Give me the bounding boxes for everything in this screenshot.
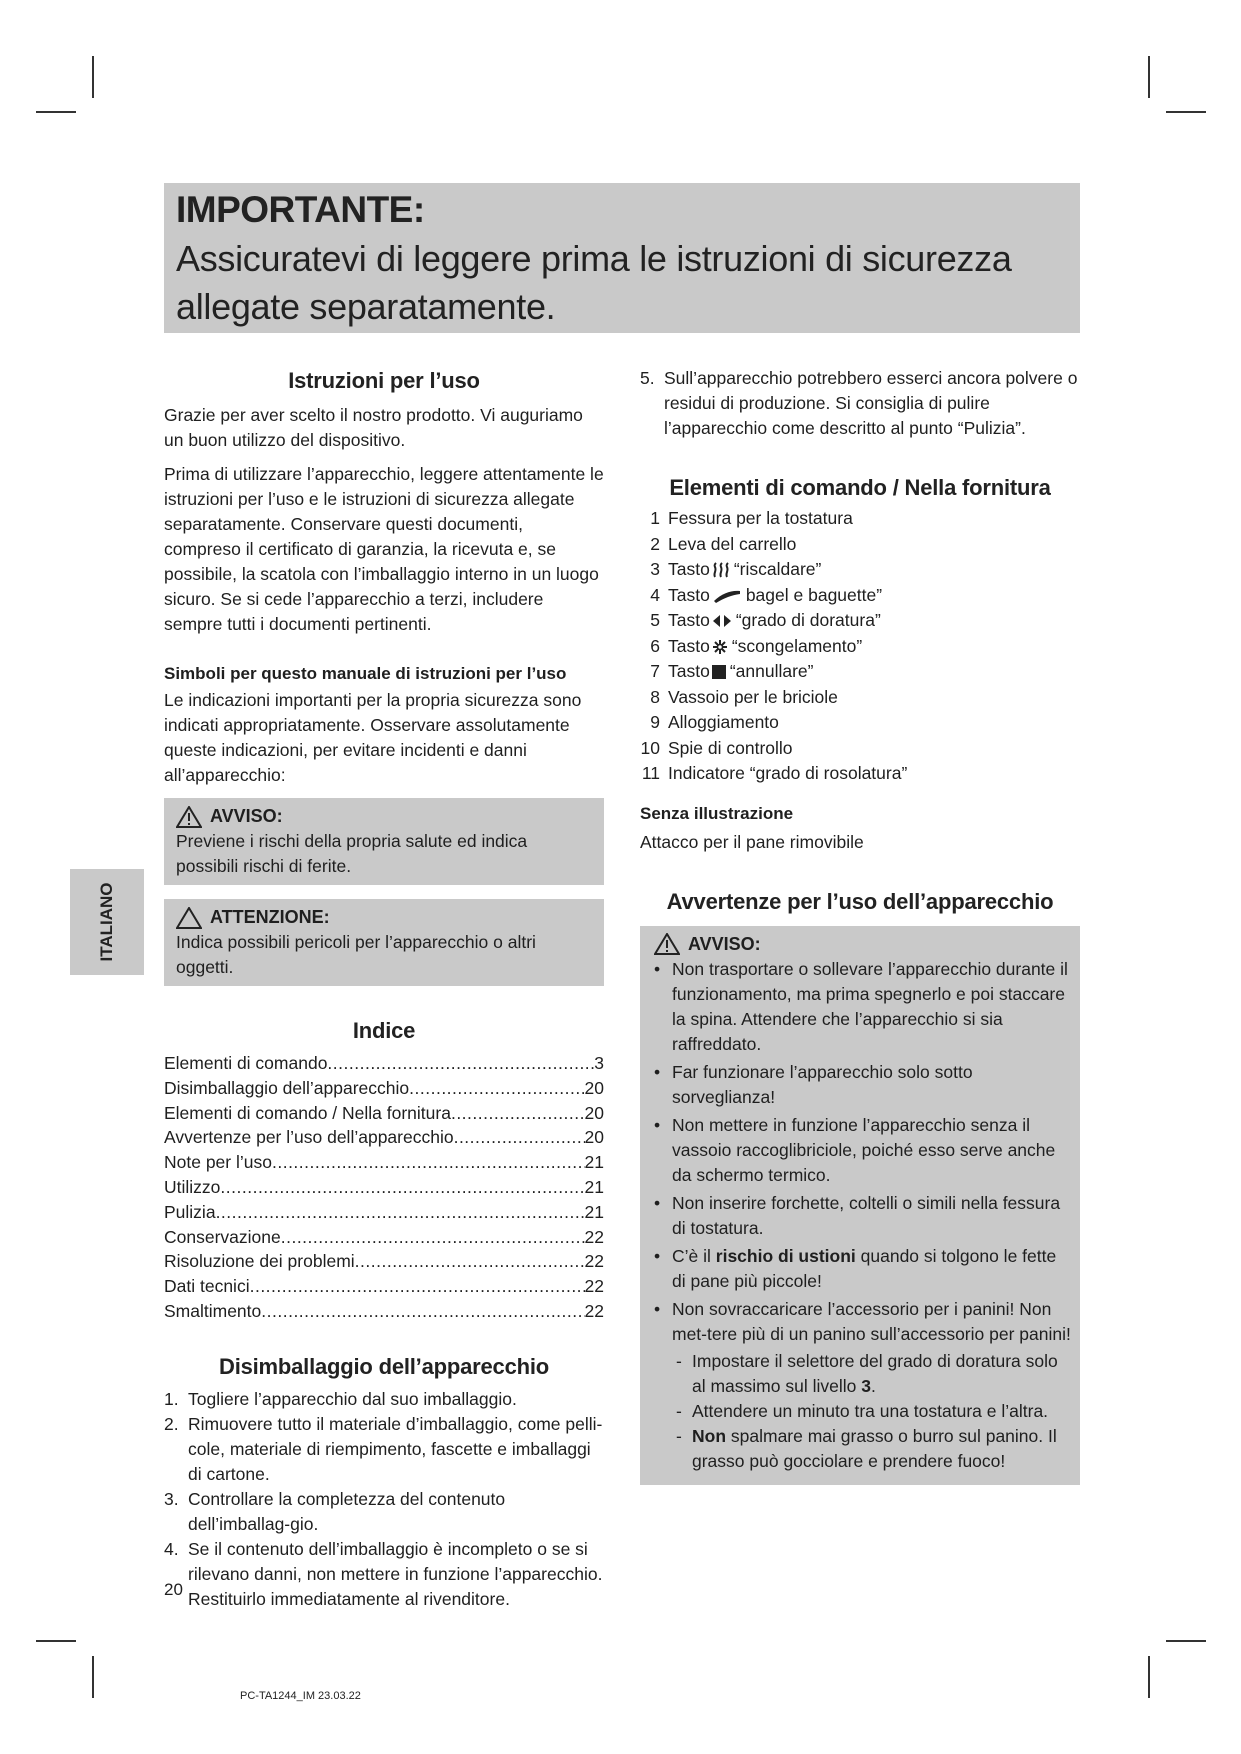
toc-row <box>164 1200 604 1225</box>
list-item: 11 Indicatore “grado di rosolatura” <box>641 763 908 783</box>
toc-leader-dots <box>281 1225 585 1250</box>
toc-leader-dots <box>261 1299 584 1324</box>
list-item: 2 Leva del carrello <box>650 533 797 554</box>
crop-mark <box>1148 1656 1150 1698</box>
list-item: • Non sovraccaricare l’accessorio per i panini! Non met-tere più di un panino sull’accessorio per panini! - Impostare il selettore del grado di doratura solo al massimo sul livello 3. - Attendere un minuto tra una tostatura e l’altra. - Non spalmare mai grasso o burro sul panino. Il grasso può gocciolare e prendere fuoco! <box>648 1297 1072 1474</box>
right-column <box>640 366 1080 1485</box>
toc-label: Elementi di comando / Nella fornitura <box>164 1102 451 1123</box>
toc-page: 21 <box>584 1201 604 1222</box>
list-item: 1 Fessura per la tostatura <box>650 508 853 528</box>
avvertenze-box <box>640 926 1080 1485</box>
crop-mark <box>1166 1640 1206 1642</box>
toc-leader-dots <box>220 1175 584 1200</box>
crop-mark <box>1148 56 1150 98</box>
banner-title: IMPORTANTE: <box>176 189 425 230</box>
toc-label: Dati tecnici <box>164 1276 250 1297</box>
toc-page: 22 <box>584 1251 604 1272</box>
banner-subtitle: Assicuratevi di leggere prima le istruzioni di sicurezza allegate separatamente. <box>176 238 1012 327</box>
unpacking-steps <box>164 1387 604 1612</box>
crop-mark <box>1166 111 1206 113</box>
toc-label: Note per l’uso <box>164 1152 272 1173</box>
warning-triangle-icon <box>176 806 202 828</box>
crop-mark <box>36 1640 76 1642</box>
toc-page: 20 <box>584 1127 604 1148</box>
list-item: 3. Controllare la completezza del contenuto dell’imballag-gio. <box>164 1488 506 1534</box>
toc-row <box>164 1175 604 1200</box>
toc-leader-dots <box>409 1076 584 1101</box>
toc-leader-dots <box>355 1249 585 1274</box>
senza-illustrazione-heading: Senza illustrazione <box>640 803 794 823</box>
toc-row <box>164 1299 604 1324</box>
snowflake-icon <box>712 639 728 655</box>
left-right-arrows-icon <box>712 614 732 628</box>
language-side-tab <box>70 869 144 975</box>
toc-leader-dots <box>454 1125 585 1150</box>
toc-row <box>164 1125 604 1150</box>
attenzione-box <box>164 899 604 986</box>
simboli-heading: Simboli per questo manuale di istruzioni per l’uso <box>164 664 567 683</box>
list-item: - Impostare il selettore del grado di doratura solo al massimo sul livello 3. <box>672 1349 1072 1399</box>
crop-mark <box>92 56 94 98</box>
toc-row <box>164 1101 604 1126</box>
footer-code: PC-TA1244_IM 23.03.22 <box>240 1690 361 1702</box>
level-digit: 3 <box>861 1375 871 1396</box>
list-item: 2. Rimuovere tutto il materiale d’imballaggio, come pelli-cole, materiale di riempimento, fascette e imballaggi di cartone. <box>164 1413 603 1484</box>
toc-leader-dots <box>216 1200 585 1225</box>
toc-page: 21 <box>584 1176 604 1197</box>
list-item: • Non inserire forchette, coltelli o simili nella fessura di tostatura. <box>648 1191 1072 1241</box>
toc-page: 22 <box>584 1226 604 1247</box>
simboli-text: Le indicazioni importanti per la propria sicurezza sono indicati appropriatamente. Osservare assolutamente queste indicazioni, per evitare incidenti e danni all’apparecchio: <box>164 690 582 785</box>
crop-mark <box>36 111 76 113</box>
list-item: • Far funzionare l’apparecchio solo sotto sorveglianza! <box>648 1060 1072 1110</box>
caution-triangle-icon <box>176 907 202 929</box>
bagel-baguette-icon <box>712 589 742 603</box>
avvertenze-heading: Avvertenze per l’uso dell’apparecchio <box>666 888 1054 914</box>
safety-bullets <box>648 957 1072 1474</box>
toc-label: Risoluzione dei problemi <box>164 1251 355 1272</box>
toc-label: Pulizia <box>164 1201 216 1222</box>
intro-paragraph: Grazie per aver scelto il nostro prodotto. Vi auguriamo un buon utilizzo del dispositivo. <box>164 405 583 450</box>
list-item: - Attendere un minuto tra una tostatura e l’altra. <box>672 1399 1072 1424</box>
list-item: 8 Vassoio per le briciole <box>650 686 838 707</box>
attenzione-title: ATTENZIONE: <box>210 907 330 927</box>
important-banner <box>164 183 1080 333</box>
list-item: 4. Se il contenuto dell’imballaggio è incompleto o se si rilevano danni, non mettere in funzione l’apparecchio. Restituirlo immediatamente al rivenditore. <box>164 1538 603 1609</box>
list-item: 7 Tasto “annullare” <box>650 661 814 681</box>
toc-row <box>164 1274 604 1299</box>
istruzioni-heading: Istruzioni per l’uso <box>288 368 480 393</box>
table-of-contents <box>164 1051 604 1324</box>
warning-triangle-icon <box>654 933 680 955</box>
left-column <box>164 368 604 1612</box>
avviso-text: Previene i rischi della propria salute ed indica possibili rischi di ferite. <box>176 831 528 876</box>
stop-square-icon <box>712 665 726 679</box>
list-item: • C’è il rischio di ustioni quando si tolgono le fette di pane più piccole! <box>648 1244 1072 1294</box>
list-item: • Non trasportare o sollevare l’apparecchio durante il funzionamento, ma prima spegnerlo e poi staccare la spina. Attendere che l’apparecchio si sia raffreddato. <box>648 957 1072 1057</box>
heat-waves-icon <box>712 562 730 578</box>
toc-page: 22 <box>584 1276 604 1297</box>
toc-leader-dots <box>327 1051 594 1076</box>
toc-label: Elementi di comando <box>164 1053 328 1073</box>
attenzione-text: Indica possibili pericoli per l’apparecchio o altri oggetti. <box>176 932 536 977</box>
list-item: - Non spalmare mai grasso o burro sul panino. Il grasso può gocciolare e prendere fuoco! <box>672 1424 1072 1474</box>
list-item: 5. Sull’apparecchio potrebbero esserci ancora polvere o residui di produzione. Si consiglia di pulire l’apparecchio come descritto al punto “Pulizia”. <box>640 368 1078 438</box>
toc-row <box>164 1051 604 1076</box>
toc-label: Conservazione <box>164 1226 281 1247</box>
toc-label: Disimballaggio dell’apparecchio <box>164 1077 410 1098</box>
list-item: 9 Alloggiamento <box>650 712 779 732</box>
list-item: 1. Togliere l’apparecchio dal suo imballaggio. <box>164 1388 517 1409</box>
indice-heading: Indice <box>352 1018 416 1043</box>
list-item: 10 Spie di controllo <box>640 737 793 758</box>
toc-leader-dots <box>250 1274 585 1299</box>
toc-page: 20 <box>584 1077 604 1098</box>
toc-row <box>164 1150 604 1175</box>
toc-row <box>164 1225 604 1250</box>
list-item: 5 Tasto “grado di doratura” <box>650 610 881 630</box>
toc-row <box>164 1076 604 1101</box>
list-item: • Non mettere in funzione l’apparecchio senza il vassoio raccoglibriciole, poiché esso serve anche da schermo termico. <box>648 1113 1072 1188</box>
avviso-box <box>164 798 604 885</box>
unpacking-step-5 <box>640 366 1080 441</box>
toc-page: 21 <box>584 1152 604 1173</box>
elementi-heading: Elementi di comando / Nella fornitura <box>669 475 1051 500</box>
toc-label: Utilizzo <box>164 1176 221 1197</box>
toc-label: Avvertenze per l’uso dell’apparecchio <box>164 1127 454 1148</box>
instructions-paragraph: Prima di utilizzare l’apparecchio, leggere attentamente le istruzioni per l’uso e le istruzioni di sicurezza allegate separatamente. Conservare questi documenti, compreso il certificato di garanzia, la ricevuta e, se possibile, la scatola con l’imballaggio interno in un luogo sicuro. Se si cede l’apparecchio a terzi, includere sempre tutti i documenti pertinenti. <box>164 464 604 634</box>
language-label: ITALIANO <box>97 882 116 962</box>
toc-page: 3 <box>594 1053 604 1073</box>
toc-page: 20 <box>584 1102 604 1123</box>
toc-leader-dots <box>272 1150 585 1175</box>
toc-page: 22 <box>584 1300 604 1321</box>
avviso-title: AVVISO: <box>210 806 283 826</box>
crop-mark <box>92 1656 94 1698</box>
disimballaggio-heading: Disimballaggio dell’apparecchio <box>219 1353 549 1379</box>
page-number: 20 <box>164 1580 183 1599</box>
senza-illustrazione-text: Attacco per il pane rimovibile <box>640 831 864 852</box>
list-item: 6 Tasto “scongelamento” <box>650 635 863 656</box>
toc-row <box>164 1249 604 1274</box>
list-item: 4 Tasto bagel e baguette” <box>650 584 883 605</box>
avvertenze-box-title: AVVISO: <box>688 933 761 954</box>
sub-bullets <box>672 1349 1072 1474</box>
parts-list <box>640 506 1080 787</box>
list-item: 3 Tasto “riscaldare” <box>650 559 822 579</box>
toc-label: Smaltimento <box>164 1300 262 1321</box>
toc-leader-dots <box>451 1101 585 1126</box>
